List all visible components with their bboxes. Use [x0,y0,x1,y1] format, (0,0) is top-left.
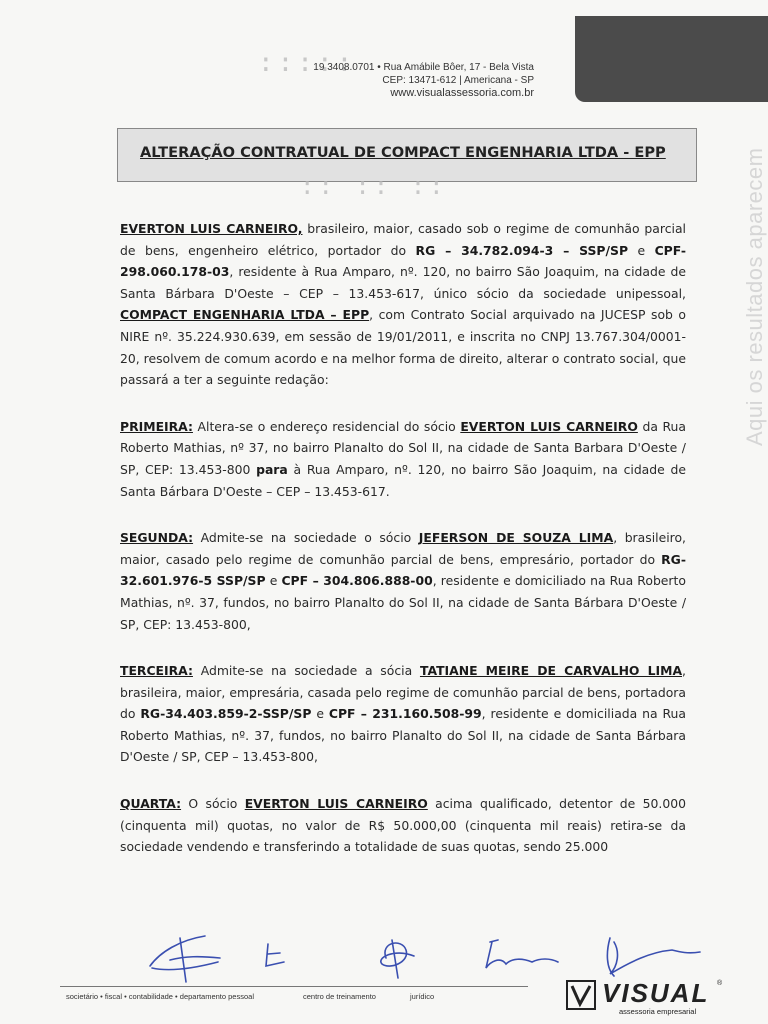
footer-line [60,986,528,987]
intro-rg: RG – 34.782.094-3 – SSP/SP [415,242,629,258]
clause-text-3: à Rua Amparo, nº. 120, no bairro São Joaquim, na cidade de Santa Bárbara D'Oeste – CEP – 13.453-617. [120,461,686,499]
visual-logo-icon [566,980,596,1010]
company-name: COMPACT ENGENHARIA LTDA – EPP [120,307,370,323]
clause-text-1: Admite-se na sociedade o sócio [193,530,419,546]
intro-text-2: e [628,242,655,258]
clause-text-2: , brasileira, maior, empresária, casada pelo regime de comunhão parcial de bens, portadora do [120,663,686,722]
clause-party-name: EVERTON LUIS CARNEIRO [460,418,638,434]
intro-paragraph [120,218,686,391]
clause-text-2: acima qualificado, detentor de 50.000 (cinquenta mil) quotas, no valor de R$ 50.000,00 (cinquenta mil reais) retira-se da sociedade vendendo e transferindo a totalidade de suas quotas, sendo 25.000 [120,796,686,855]
clause-cpf: CPF – 304.806.888-00 [281,573,433,589]
footer-legal: jurídico [410,992,435,1001]
visual-logo-name: VISUAL [602,978,710,1008]
document-title: ALTERAÇÃO CONTRATUAL DE COMPACT ENGENHARIA LTDA - EPP [140,144,666,161]
footer-services: societário • fiscal • contabilidade • departamento pessoal [66,992,254,1001]
visual-logo-registered: ® [717,980,723,987]
clause-quarta [120,793,686,858]
clause-party-name: TATIANE MEIRE DE CARVALHO LIMA [419,663,683,679]
clause-text-1: Altera-se o endereço residencial do sócio [192,418,461,434]
clause-para: para [256,461,288,477]
clause-label: PRIMEIRA: [120,418,193,434]
header-cep-city: CEP: 13471-612 | Americana - SP [382,75,534,86]
clause-text-3: e [311,706,329,722]
clause-primeira [120,416,686,502]
header-dark-tab [575,16,768,102]
clause-text-4: , residente e domiciliado na Rua Roberto Mathias, nº. 37, fundos, no bairro Planalto do Sol II, na cidade de Santa Bárbara D'Oeste / SP, CEP: 13.453-800, [120,573,686,632]
intro-text-3: , residente à Rua Amparo, nº. 120, no bairro São Joaquim, na cidade de Santa Bárbara D'Oeste – CEP – 13.453-617, único sócio da sociedade unipessoal, [120,264,686,301]
header-phone-address: 19 3408.0701 • Rua Amábile Bôer, 17 - Bela Vista [313,62,534,73]
clause-text-2: , brasileiro, maior, casado pelo regime de comunhão parcial de bens, empresário, portador do [120,530,686,567]
clause-text-2: da Rua Roberto Mathias, nº 37, no bairro Planalto do Sol II, na cidade de Santa Barbara D'Oeste / SP, CEP: 13.453-800 [120,418,686,477]
clause-rg: RG-34.403.859-2-SSP/SP [140,706,312,722]
clause-text-1: Admite-se na sociedade a sócia [192,663,420,679]
visual-logo-tagline: assessoria empresarial [619,1007,697,1016]
clause-label: SEGUNDA: [120,530,194,546]
stamp-mark-top: ::::: [258,48,357,78]
clause-text-4: , residente e domiciliada na Rua Roberto Mathias, nº. 37, fundos, no bairro Planalto do Sol II, na cidade de Santa Bárbara D'Oeste / SP, CEP – 13.453-800, [120,706,686,765]
clause-rg: RG-32.601.976-5 SSP/SP [120,551,686,589]
side-watermark: Aqui os resultados aparecem [742,147,767,446]
clause-party-name: JEFERSON DE SOUZA LIMA [418,530,614,546]
clause-cpf: CPF – 231.160.508-99 [328,706,482,722]
clause-text-1: O sócio [181,796,245,812]
company-header-info [296,61,534,100]
stamp-mark-title: :: :: :: [300,172,448,200]
clause-segunda [120,527,686,635]
intro-text-4: , com Contrato Social arquivado na JUCESP sob o NIRE nº. 35.224.930.639, em sessão de 19/01/2011, e inscrita no CNPJ 13.767.304/0001-20, resolvem de comum acordo e na melhor forma de direito, alterar o contrato social, que passará a ter a seguinte redação: [120,307,686,388]
intro-text-1: brasileiro, maior, casado sob o regime de comunhão parcial de bens, engenheiro elétrico, portador do [120,221,686,258]
clause-text-3: e [265,573,282,589]
clause-label: QUARTA: [120,796,182,812]
clause-label: TERCEIRA: [120,663,193,679]
header-website: www.visualassessoria.com.br [390,87,534,99]
party-name: EVERTON LUIS CARNEIRO, [120,221,303,236]
footer-training: centro de treinamento [303,992,376,1001]
intro-cpf: CPF-298.060.178-03 [120,242,686,280]
clause-party-name: EVERTON LUIS CARNEIRO [244,796,428,812]
document-body [120,218,686,883]
clause-terceira [120,660,686,768]
